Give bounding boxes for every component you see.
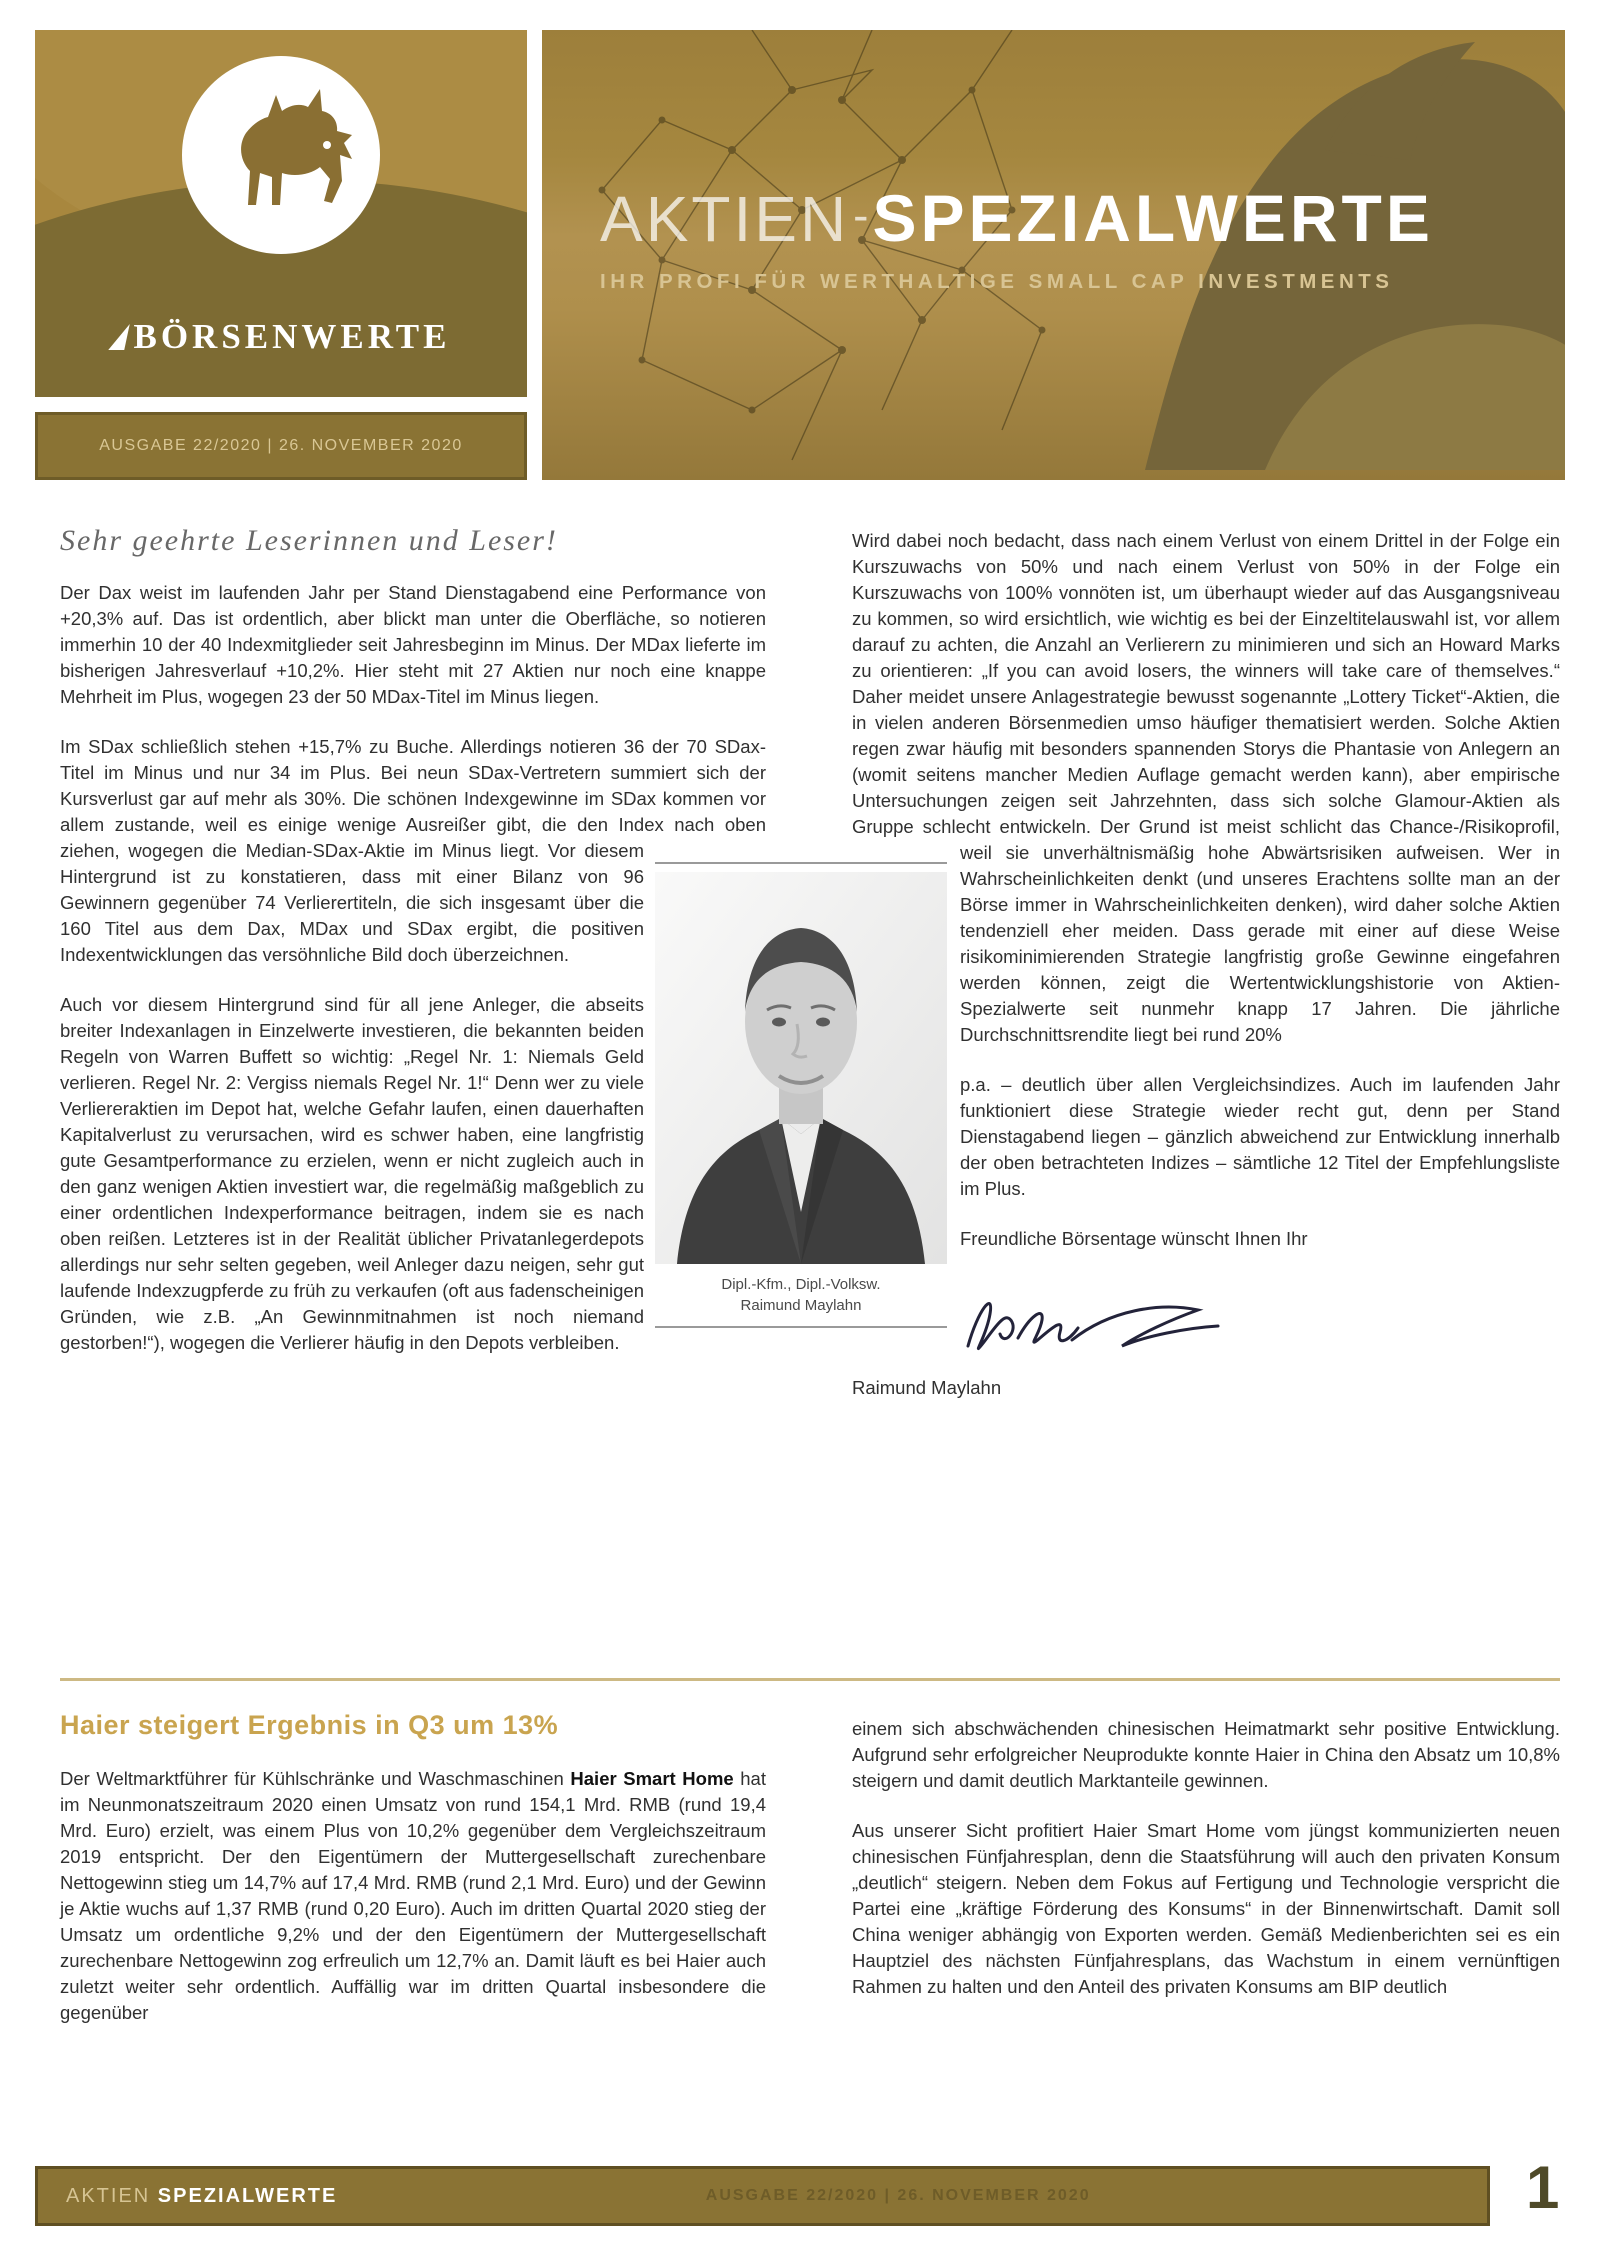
masthead-title-light: AKTIEN (600, 183, 850, 255)
article2-paragraph-3: Aus unserer Sicht profitiert Haier Smart Home vom jüngst kommunizierten neuen chinesischen Fünfjahresplan, denn die Staatsführung will auch den privaten Konsum „deutlich“ steigern. Neben dem Fokus auf Fertigung und Technologie verspricht die Partei eine „kräftige Förderung des Konsums“ in der Binnenwirtschaft. Damit soll China weniger abhängig von Exporten werden. Gemäß Medienberichten sei es ein Hauptziel des nächsten Fünfjahresplans, das Wachstum in einem vernünftigen Rahmen zu halten und den Anteil des privaten Konsums am BIP deutlich (852, 1820, 1560, 1997)
editorial-paragraph-2: Im SDax schließlich stehen +15,7% zu Buche. Allerdings notieren 36 der 70 SDax-Titel im Minus und nur 34 im Plus. Bei neun SDax-Vertretern summiert sich der Kursverlust gar auf mehr als 30%. Die schönen Indexgewinne im SDax kommen vor allem zustande, weil es einige wenige Ausreißer gibt, die den Index nach oben ziehen, wogegen die Median-SDax-Aktie im Minus liegt. Vor diesem Hintergrund ist zu konstatieren, dass mit einer Bilanz von 96 Gewinnern gegenüber 74 Verlierertiteln, die sich insgesamt über die 160 Titel aus dem Dax, MDax und SDax ergibt, die positiven Indexentwicklungen das versöhnliche Bild doch überzeichnen. (60, 736, 766, 965)
brand-wedge-icon (109, 324, 131, 350)
article2-headline: Haier steigert Ergebnis in Q3 um 13% (60, 1710, 559, 1740)
portrait-figure (655, 862, 947, 1328)
article2-p1-before: Der Weltmarktführer für Kühlschränke und Waschmaschinen (60, 1768, 571, 1789)
footer-bar (35, 2166, 1490, 2226)
masthead-title-bold: SPEZIALWERTE (872, 181, 1434, 255)
logo-circle (182, 56, 380, 254)
footer-brand-light: AKTIEN (66, 2184, 158, 2207)
portrait-caption-line1: Dipl.-Kfm., Dipl.-Volksw. (721, 1276, 881, 1293)
logo-box (35, 30, 527, 397)
brand-name: BÖRSENWERTE (133, 317, 451, 356)
article2-paragraph-2: einem sich abschwächenden chinesischen Heimatmarkt sehr positive Entwicklung. Aufgrund sehr erfolgreicher Neuprodukte konnte Haier in China den Absatz um 10,8% steigern und damit deutlich Marktanteile gewinnen. (852, 1718, 1560, 1791)
issue-line: AUSGABE 22/2020 | 26. NOVEMBER 2020 (99, 437, 463, 454)
portrait-rule-bottom (655, 1326, 947, 1328)
editorial-right-column (852, 528, 1560, 1425)
masthead-box (542, 30, 1565, 480)
editorial-paragraph-5: p.a. – deutlich über allen Vergleichsindizes. Auch im laufenden Jahr funktioniert diese Strategie wieder recht gut, denn per Stand Dienstagabend liegen – gänzlich abweichend zur Entwicklung innerhalb der oben betrachteten Indizes – sämtliche 12 Titel der Empfehlungsliste im Plus. (960, 1074, 1560, 1199)
masthead-title-separator: - (853, 189, 869, 241)
editorial-closing: Freundliche Börsentage wünscht Ihnen Ihr (960, 1228, 1308, 1249)
article2-company-name: Haier Smart Home (570, 1768, 734, 1789)
editorial-paragraph-3: Auch vor diesem Hintergrund sind für all jene Anleger, die abseits breiter Indexanlagen in Einzelwerte investieren, die bekannten beiden Regeln von Warren Buffett so wichtig: „Regel Nr. 1: Niemals Geld verlieren. Regel Nr. 2: Vergiss niemals Regel Nr. 1!“ Denn wer zu viele Verliereraktien im Depot hat, welche Gefahr laufen, einen dauerhaften Kapitalverlust zu verursachen, wird es schwer haben, eine langfristig gute Gesamtperformance zu erzielen, wenn er nicht zugleich auch in den ganz wenigen Aktien investiert war, die regelmäßig maßgeblich zu einer ordentlichen Indexperformance beitragen, indem sie es nach oben reißen. Letzteres ist in der Realität üblicher Privatanlegerdepots allerdings nur sehr selten gegeben, weil Anleger dazu neigen, sehr gut laufende Indexzugpferde zu früh zu verkaufen (oft aus fadenscheinigen Gründen, wie z.B. „An Gewinnmitnahmen ist noch niemand gestorben!“), wogegen die Verlierer häufig in den Depots verbleiben. (60, 994, 644, 1353)
article2-left-column (60, 1712, 766, 2050)
footer-brand (66, 2185, 337, 2208)
page-number: 1 (1526, 2154, 1560, 2221)
editorial-paragraph-4: Wird dabei noch bedacht, dass nach einem Verlust von einem Drittel in der Folge ein Kurszuwachs von 50% und nach einem Verlust von 50% in der Folge ein Kurszuwachs von 100% vonnöten ist, um überhaupt wieder auf das Ausgangsniveau zu kommen, so wird ersichtlich, wie wichtig es bei der Einzeltitelauswahl ist, vor allem darauf zu achten, die Anzahl an Verlierern zu minimieren und sich an Howard Marks zu orientieren: „If you can avoid losers, the winners will take care of themselves.“ Daher meidet unsere Anlagestrategie bewusst sogenannte „Lottery Ticket“-Aktien, die in vielen anderen Börsenmedien umso häufiger thematisiert werden. Solche Aktien regen zwar häufig mit besonders spannenden Storys die Phantasie von Anlegern an (womit seitens mancher Medien Auflage gemacht werden kann), aber empirische Untersuchungen zeigen seit Jahrzehnten, dass sich solche Glamour-Aktien als Gruppe schlecht entwickeln. Der Grund ist meist schlicht das Chance-/Risikoprofil, weil sie unverhältnismäßig hohe Abwärtsrisiken aufweisen. Wer in Wahrscheinlichkeiten denkt (und unseres Erachtens sollte man an der Börse immer in Wahrscheinlichkeiten denken), wird daher solche Aktien tendenziell eher meiden. Dass gerade mit einer auf diese Weise risikominimierenden Strategie langfristig große Gewinne eingefahren werden können, zeigt die Wertentwicklungshistorie von Aktien-Spezialwerte seit nunmehr knapp 17 Jahren. Die jährliche Durchschnittsrendite liegt bei rund 20% (852, 530, 1560, 1045)
bull-icon (206, 83, 356, 228)
article2-paragraph-1 (60, 1766, 766, 2026)
editorial-author: Raimund Maylahn (852, 1377, 1002, 1398)
editorial-paragraph-1: Der Dax weist im laufenden Jahr per Stand Dienstagabend eine Performance von +20,3% auf. Das ist ordentlich, aber blickt man unter die Oberfläche, so notieren immerhin 10 der 40 Indexmitglieder seit Jahresbeginn im Minus. Der MDax lieferte im bisherigen Jahresverlauf +10,2%. Hier steht mit 27 Aktien nur noch eine knappe Mehrheit im Plus, wogegen 23 der 50 MDax-Titel im Minus liegen. (60, 582, 766, 707)
portrait-caption-line2: Raimund Maylahn (740, 1297, 862, 1314)
portrait-photo (655, 872, 947, 1264)
footer-issue-line: AUSGABE 22/2020 | 26. NOVEMBER 2020 (705, 2187, 1091, 2204)
masthead-subtitle: IHR PROFI FÜR WERTHALTIGE SMALL CAP INVESTMENTS (600, 270, 1394, 293)
portrait-rule-top (655, 862, 947, 864)
issue-bar (35, 412, 527, 480)
masthead-title (600, 180, 1434, 294)
brand-logotype (35, 317, 527, 357)
section-divider (60, 1678, 1560, 1681)
article2-right-column (852, 1716, 1560, 2024)
footer-brand-bold: SPEZIALWERTE (157, 2184, 338, 2207)
editorial-greeting: Sehr geehrte Leserinnen und Leser! (60, 524, 558, 557)
article2-p1-after: hat im Neunmonatszeitraum 2020 einen Umsatz von rund 154,1 Mrd. RMB (rund 19,4 Mrd. Euro) erzielt, was einem Plus von 10,2% gegenüber dem Vergleichszeitraum 2019 entspricht. Der den Eigentümern der Muttergesellschaft zurechenbare Nettogewinn stieg um 14,7% auf 17,4 Mrd. RMB (rund 2,1 Mrd. Euro) und der Gewinn je Aktie wuchs auf 1,37 RMB (rund 0,20 Euro). Auch im dritten Quartal 2020 stieg der Umsatz um ordentliche 9,2% und der den Eigentümern der Muttergesellschaft zurechenbare Nettogewinn zog erfreulich um 12,7% an. Damit läuft es bei Haier auch zuletzt weiter sehr ordentlich. Auffällig war im dritten Quartal insbesondere die gegenüber (60, 1768, 766, 2023)
